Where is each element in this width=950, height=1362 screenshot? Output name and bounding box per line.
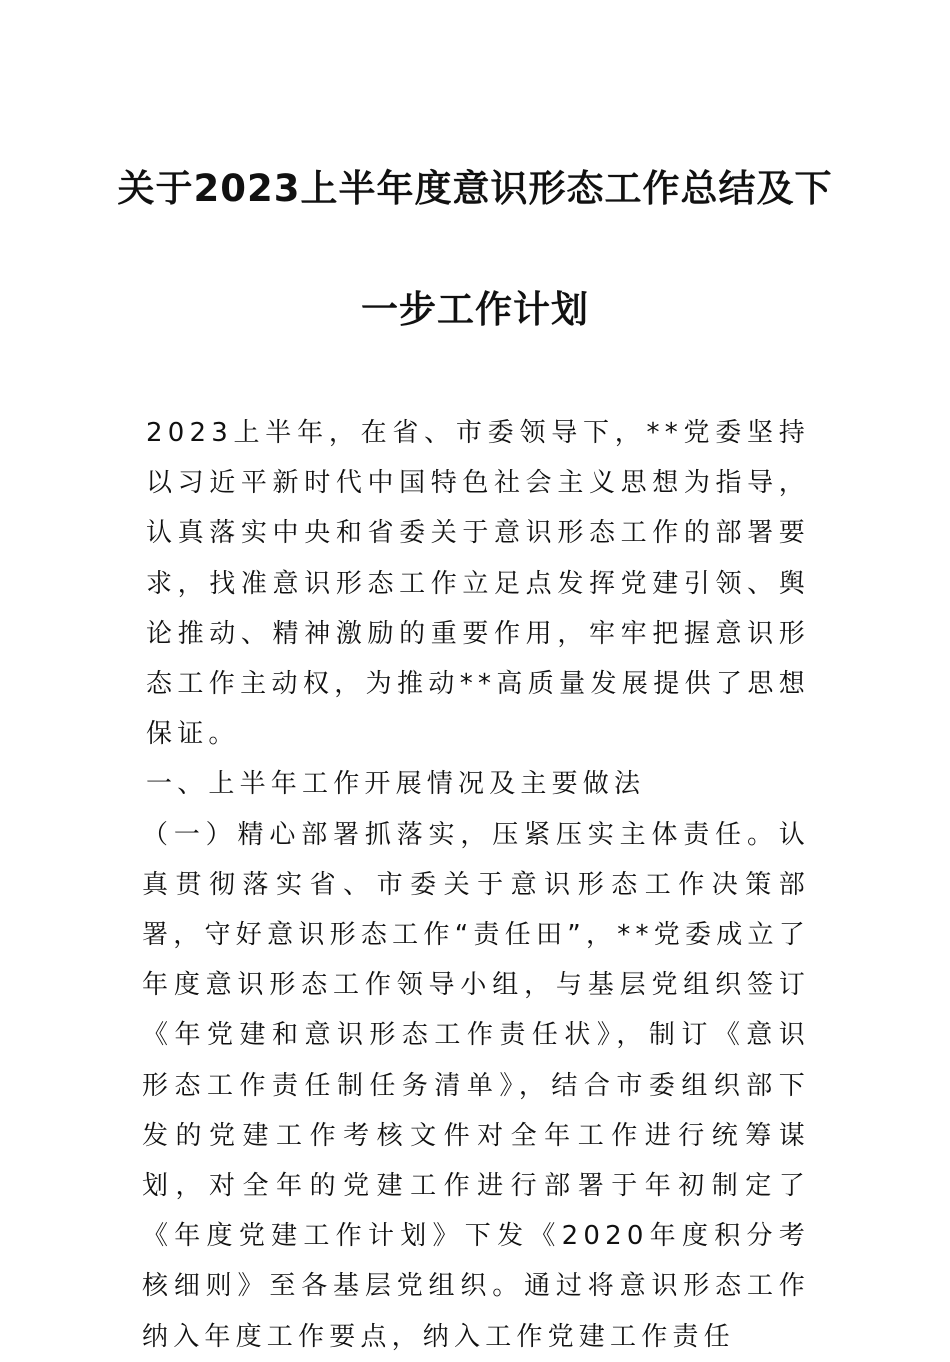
document-title-line-1: 关于2023上半年度意识形态工作总结及下 — [117, 167, 833, 210]
document-title-line-2: 一步工作计划 — [361, 288, 589, 331]
paragraph-intro: 2023上半年，在省、市委领导下，**党委坚持以习近平新时代中国特色社会主义思想为指导，认真落实中央和省委关于意识形态工作的部署要求，找准意识形态工作立足点发挥党建引领、舆论推动、精神激励的重要作用，牢牢把握意识形态工作主动权，为推动**高质量发展提供了思想保证。 — [146, 418, 810, 750]
document-body — [142, 408, 810, 1362]
paragraph-section-1-1: （一）精心部署抓落实，压紧压实主体责任。认真贯彻落实省、市委关于意识形态工作决策部署，守好意识形态工作“责任田”，**党委成立了年度意识形态工作领导小组，与基层党组织签订《年党建和意识形态工作责任状》，制订《意识形态工作责任制任务清单》，结合市委组织部下发的党建工作考核文件对全年工作进行统筹谋划，对全年的党建工作进行部署于年初制定了《年度党建工作计划》下发《2020年度积分考核细则》至各基层党组织。通过将意识形态工作纳入年度工作要点，纳入工作党建工作责任 — [142, 819, 810, 1352]
section-heading-1: 一、上半年工作开展情况及主要做法 — [146, 769, 646, 800]
